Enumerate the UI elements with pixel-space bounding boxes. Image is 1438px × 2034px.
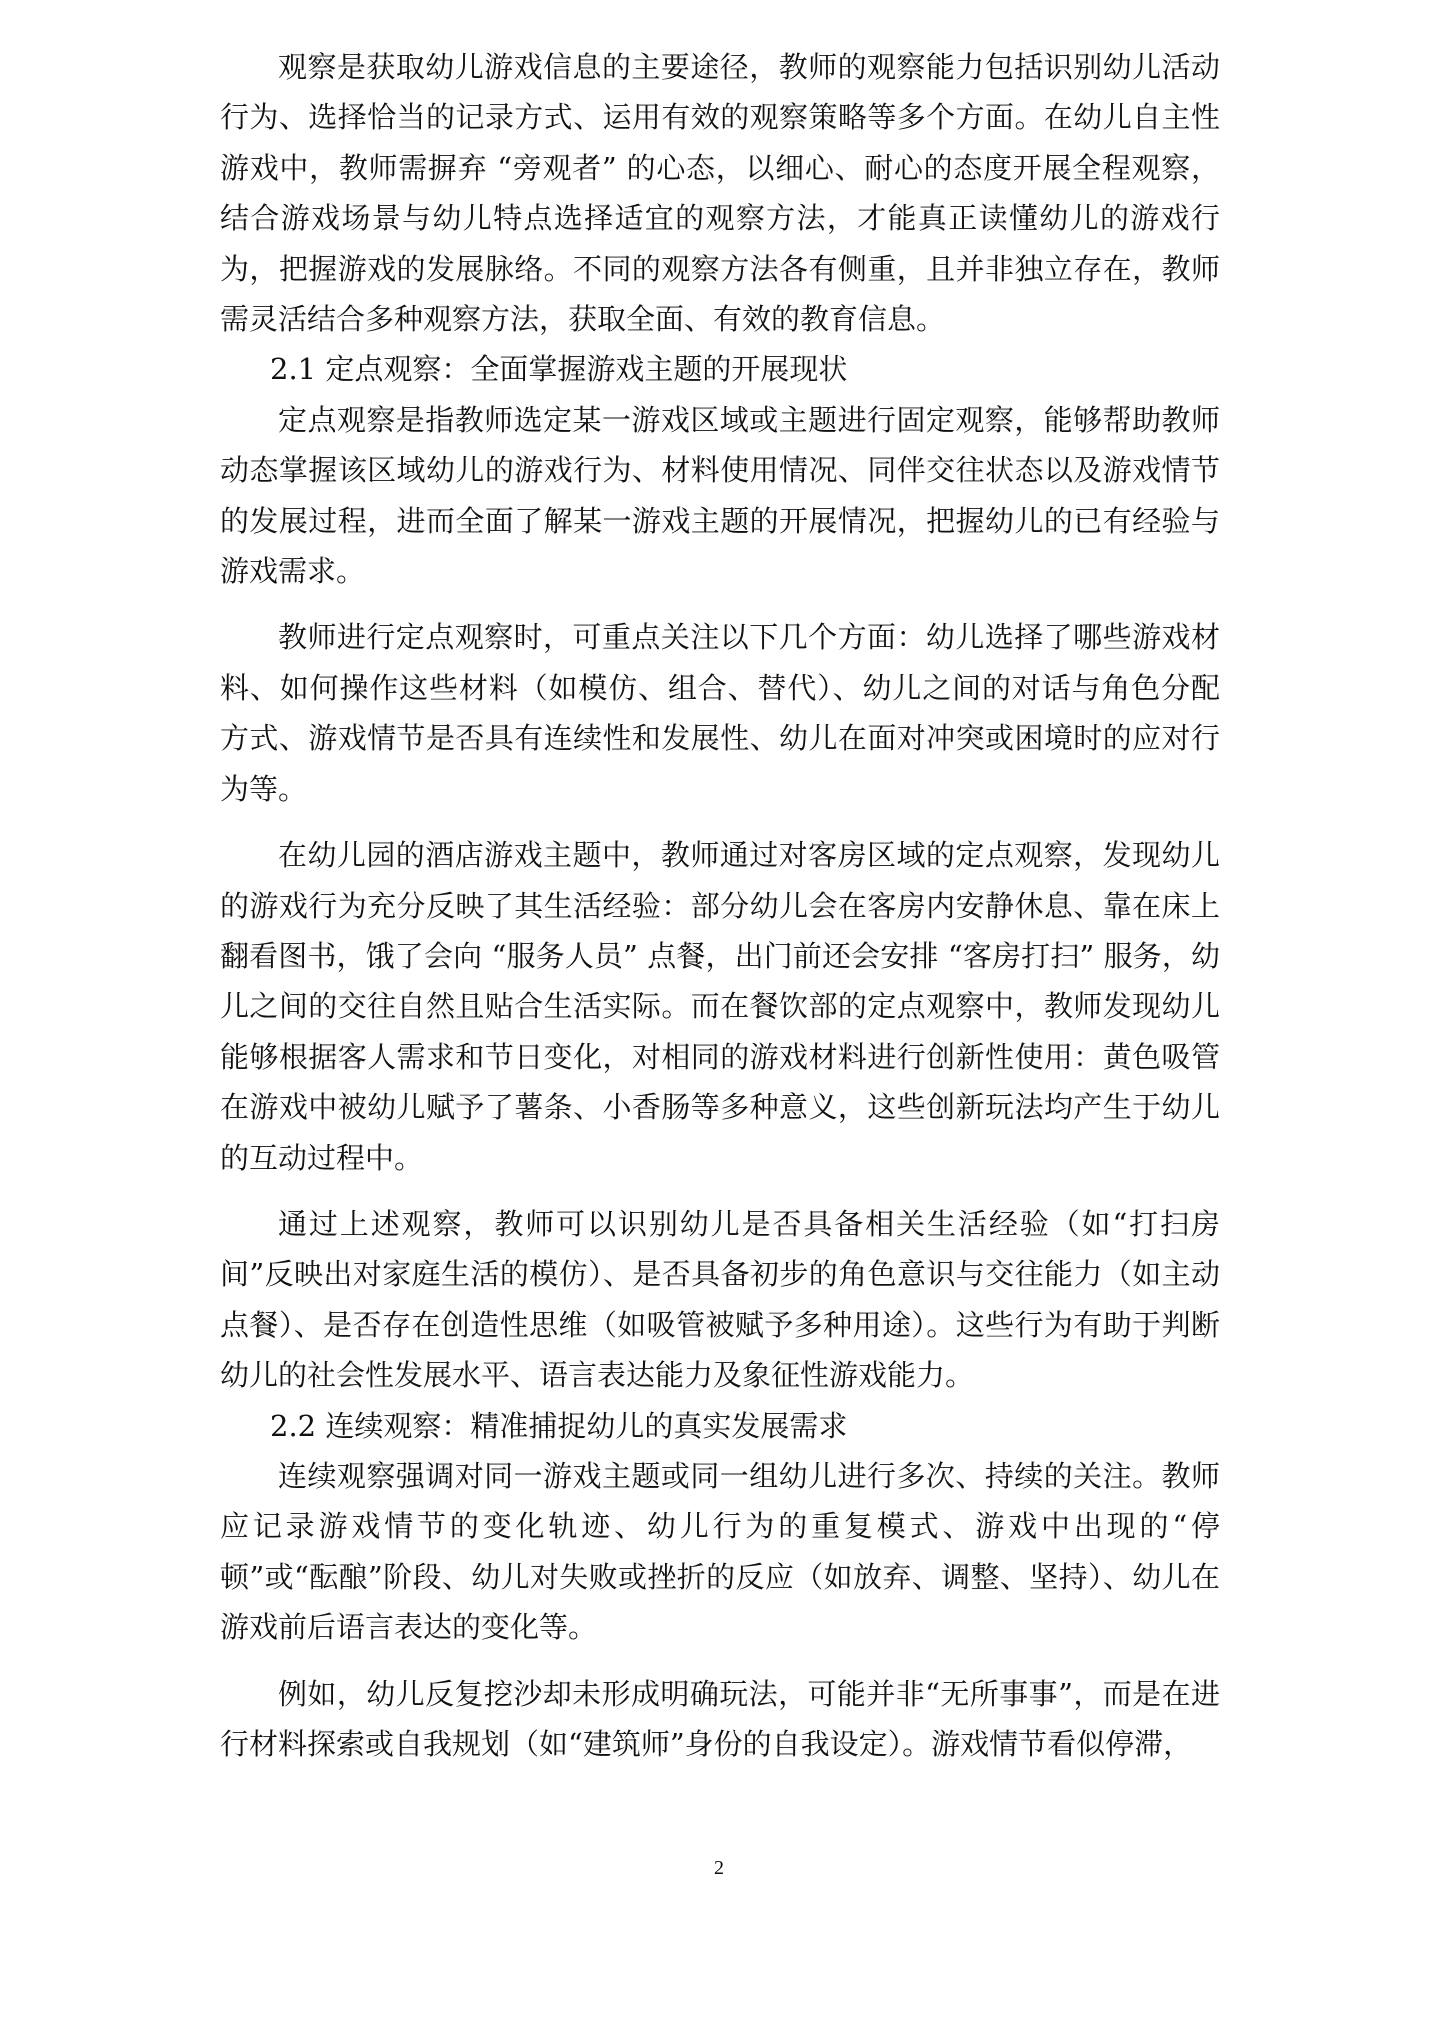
page-number: 2 <box>714 1857 724 1879</box>
paragraph-fixed-point-focus: 教师进行定点观察时，可重点关注以下几个方面：幼儿选择了哪些游戏材料、如何操作这些材料（如模仿、组合、替代）、幼儿之间的对话与角色分配方式、游戏情节是否具有连续性和发展性、幼儿在面对冲突或困境时的应对行为等。 <box>220 620 1220 806</box>
paragraph-sand-example: 例如，幼儿反复挖沙却未形成明确玩法，可能并非“无所事事”，而是在进行材料探索或自我规划（如“建筑师”身份的自我设定）。游戏情节看似停滞， <box>220 1676 1220 1761</box>
body-text <box>220 42 1220 1769</box>
paragraph-hotel-example: 在幼儿园的酒店游戏主题中，教师通过对客房区域的定点观察，发现幼儿的游戏行为充分反映了其生活经验：部分幼儿会在客房内安静休息、靠在床上翻看图书，饿了会向 “服务人员” 点餐，出门前还会安排 “客房打扫” 服务，幼儿之间的交往自然且贴合生活实际。而在餐饮部的定点观察中，教师发现幼儿能够根据客人需求和节日变化，对相同的游戏材料进行创新性使用：黄色吸管在游戏中被幼儿赋予了薯条、小香肠等多种意义，这些创新玩法均产生于幼儿的互动过程中。 <box>220 838 1220 1175</box>
paragraph-observation-intro: 观察是获取幼儿游戏信息的主要途径，教师的观察能力包括识别幼儿活动行为、选择恰当的记录方式、运用有效的观察策略等多个方面。在幼儿自主性游戏中，教师需摒弃 “旁观者” 的心态，以细心、耐心的态度开展全程观察，结合游戏场景与幼儿特点选择适宜的观察方法，才能真正读懂幼儿的游戏行为，把握游戏的发展脉络。不同的观察方法各有侧重，且并非独立存在，教师需灵活结合多种观察方法，获取全面、有效的教育信息。 <box>220 50 1220 337</box>
paragraph-fixed-point-definition: 定点观察是指教师选定某一游戏区域或主题进行固定观察，能够帮助教师动态掌握该区域幼儿的游戏行为、材料使用情况、同伴交往状态以及游戏情节的发展过程，进而全面了解某一游戏主题的开展情况，把握幼儿的已有经验与游戏需求。 <box>220 402 1220 589</box>
section-heading-2-1: 2.1 定点观察：全面掌握游戏主题的开展现状 <box>270 352 848 387</box>
section-heading-2-2: 2.2 连续观察：精准捕捉幼儿的真实发展需求 <box>270 1408 848 1443</box>
paragraph-observation-outcomes: 通过上述观察，教师可以识别幼儿是否具备相关生活经验（如“打扫房间”反映出对家庭生活的模仿）、是否具备初步的角色意识与交往能力（如主动点餐）、是否存在创造性思维（如吸管被赋予多种用途）。这些行为有助于判断幼儿的社会性发展水平、语言表达能力及象征性游戏能力。 <box>220 1206 1220 1393</box>
paragraph-continuous-observation: 连续观察强调对同一游戏主题或同一组幼儿进行多次、持续的关注。教师应记录游戏情节的变化轨迹、幼儿行为的重复模式、游戏中出现的“停顿”或“酝酿”阶段、幼儿对失败或挫折的反应（如放弃、调整、坚持）、幼儿在游戏前后语言表达的变化等。 <box>220 1458 1220 1645</box>
